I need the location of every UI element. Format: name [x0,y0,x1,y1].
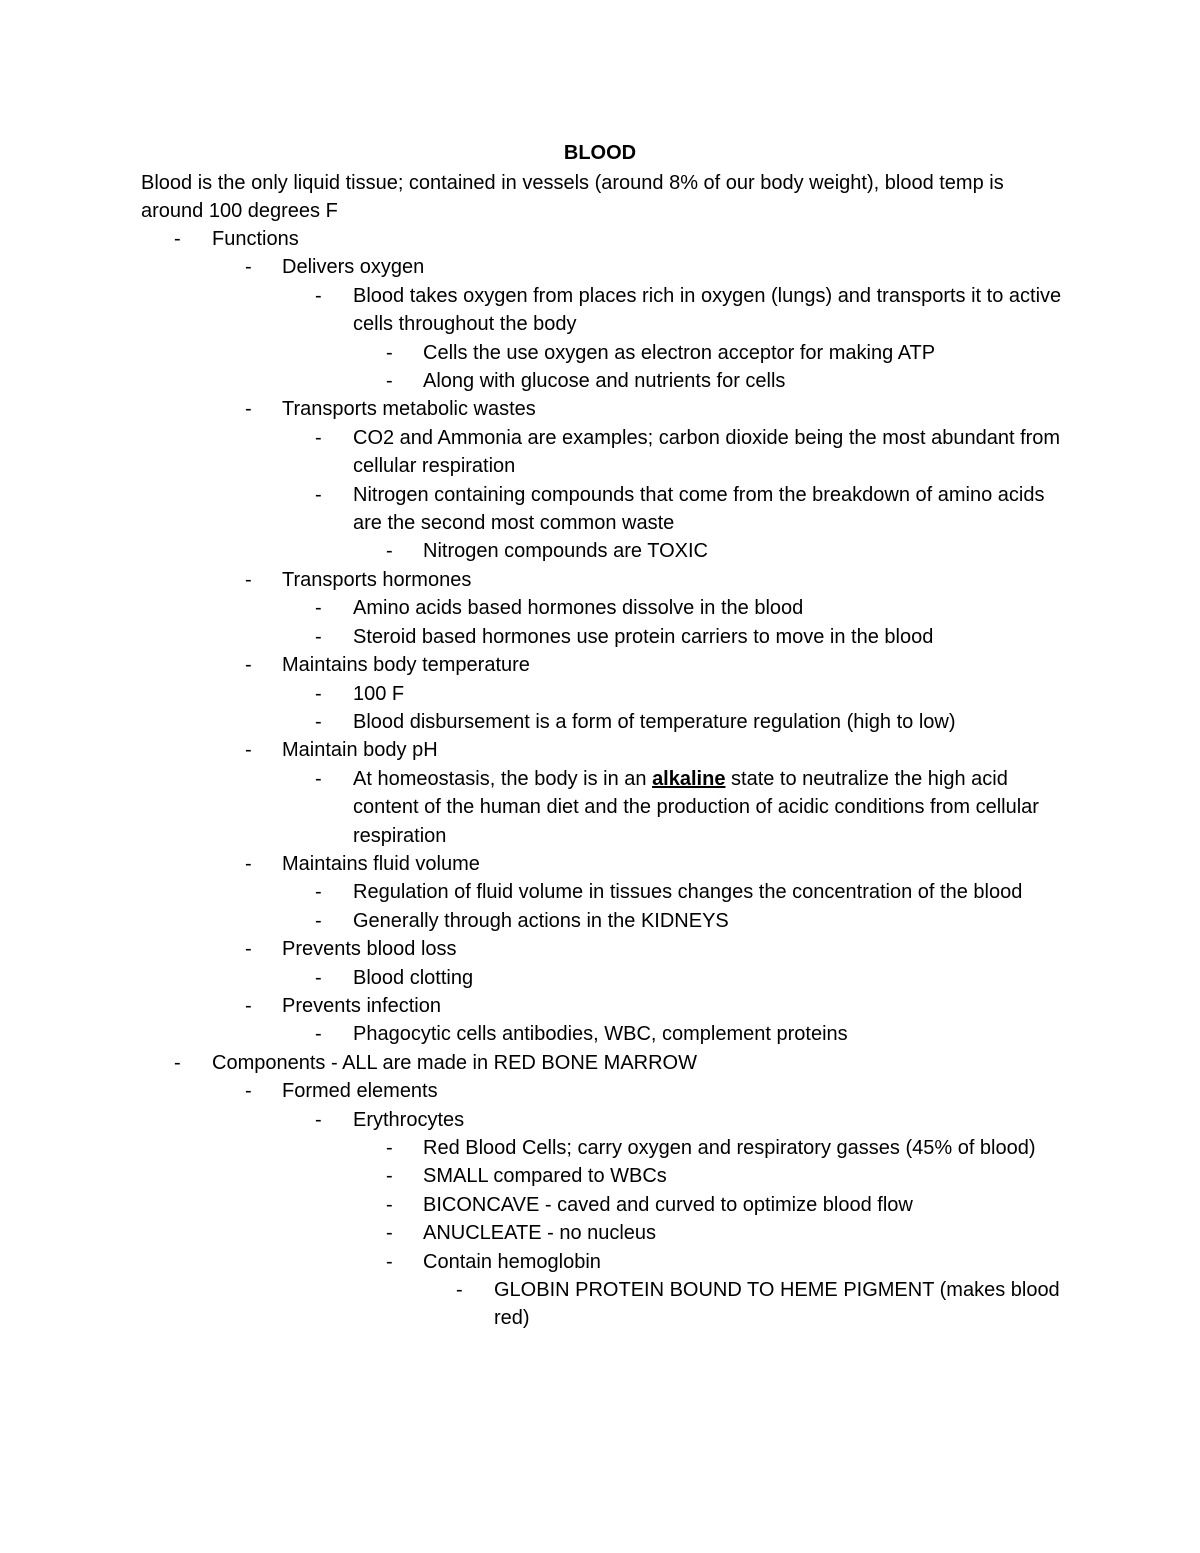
bullet-dash: - [245,938,252,961]
list-item [0,537,1200,565]
bullet-dash: - [386,370,393,393]
list-item-text-before: At homeostasis, the body is in an [353,767,653,790]
bullet-dash: - [245,994,252,1017]
list-item-text: Functions [212,228,299,250]
bullet-dash: - [245,852,252,875]
list-item [0,367,1200,395]
list-item-text: Prevents blood loss [282,938,457,961]
list-item [0,225,1200,253]
list-item-text: Maintains fluid volume [282,852,480,875]
bullet-dash: - [174,228,181,250]
list-item-text: Red Blood Cells; carry oxygen and respiratory gasses (45% of blood) [423,1137,1036,1159]
list-item-text: Blood takes oxygen from places rich in oxygen (lungs) and transports it to active cells throughout the body [353,284,1062,336]
list-item [0,992,1200,1020]
emphasized-word: alkaline [652,767,726,790]
list-item [0,481,1200,538]
list-item-text: Amino acids based hormones dissolve in the blood [353,597,804,620]
bullet-dash: - [386,1193,393,1216]
list-item-text: Along with glucose and nutrients for cells [423,370,786,393]
bullet-dash: - [315,597,322,620]
bullet-dash: - [315,909,322,932]
list-item-text: Contain hemoglobin [423,1250,601,1273]
list-item-text: Erythrocytes [353,1108,465,1131]
list-item-text: SMALL compared to WBCs [423,1165,667,1188]
list-item [0,282,1200,339]
list-item-text: Cells the use oxygen as electron acceptor for making ATP [423,341,936,364]
bullet-dash: - [245,1080,252,1103]
list-item [0,253,1200,281]
list-item [0,623,1200,651]
list-item [0,1077,1200,1105]
bullet-dash: - [245,568,252,591]
bullet-dash: - [315,1023,322,1046]
bullet-dash: - [315,881,322,904]
list-item-text: Nitrogen containing compounds that come from the breakdown of amino acids are the second most common waste [353,483,1045,535]
bullet-dash: - [315,625,322,648]
list-item-text: Maintains body temperature [282,654,530,677]
list-item-text: Delivers oxygen [282,256,425,279]
page-title: BLOOD [563,142,637,164]
bullet-dash: - [315,284,322,307]
list-item-text: Phagocytic cells antibodies, WBC, complement proteins [353,1023,848,1046]
list-item-text: GLOBIN PROTEIN BOUND TO HEME PIGMENT (makes blood red) [494,1279,1060,1330]
bullet-dash: - [245,256,252,279]
bullet-dash: - [315,767,322,790]
bullet-dash: - [174,1051,181,1074]
bullet-dash: - [386,540,393,563]
list-item-text: Maintain body pH [282,739,438,762]
list-item-text: Formed elements [282,1080,438,1103]
list-item [0,1134,1200,1162]
bullet-dash: - [245,398,252,421]
bullet-outline [0,225,1200,1333]
list-item-text: Prevents infection [282,994,441,1017]
bullet-dash: - [386,1165,393,1188]
bullet-dash: - [386,1137,393,1159]
list-item [0,566,1200,594]
intro-paragraph: Blood is the only liquid tissue; contained in vessels (around 8% of our body weight), blood temp is around 100 degrees F [141,172,1004,223]
list-item-text: 100 F [353,682,405,705]
bullet-dash: - [315,966,322,989]
bullet-dash: - [386,341,393,364]
list-item-text: Blood clotting [353,966,474,989]
list-item-text: Generally through actions in the KIDNEYS [353,909,729,932]
list-item [0,339,1200,367]
list-item [0,964,1200,992]
list-item-text: Nitrogen compounds are TOXIC [423,540,708,563]
bullet-dash: - [315,1108,322,1131]
list-item [0,708,1200,736]
bullet-dash: - [315,682,322,705]
list-item [0,736,1200,764]
list-item [0,850,1200,878]
list-item [0,907,1200,935]
list-item [0,1276,1200,1333]
list-item [0,1049,1200,1077]
bullet-dash: - [386,1222,393,1245]
list-item-text: BICONCAVE - caved and curved to optimize blood flow [423,1193,913,1216]
list-item [0,651,1200,679]
list-item [0,878,1200,906]
bullet-dash: - [315,710,322,733]
bullet-dash: - [315,426,322,449]
list-item [0,395,1200,423]
list-item-text: Transports metabolic wastes [282,398,536,421]
list-item-text: Transports hormones [282,568,472,591]
list-item [0,680,1200,708]
list-item-text: CO2 and Ammonia are examples; carbon dioxide being the most abundant from cellular respiration [353,426,1061,478]
list-item [0,1248,1200,1276]
bullet-dash: - [245,739,252,762]
list-item [0,935,1200,963]
list-item [0,594,1200,622]
list-item-text: Regulation of fluid volume in tissues changes the concentration of the blood [353,881,1023,904]
bullet-dash: - [386,1250,393,1273]
bullet-dash: - [456,1279,463,1302]
list-item-text: ANUCLEATE - no nucleus [423,1222,657,1245]
bullet-dash: - [245,654,252,677]
list-item [0,1162,1200,1190]
list-item-text: Steroid based hormones use protein carriers to move in the blood [353,625,934,648]
list-item-text: Components - ALL are made in RED BONE MARROW [212,1051,697,1074]
list-item [0,1191,1200,1219]
list-item [0,424,1200,481]
list-item-text-after: state to neutralize the high acid content of the human diet and the production of acidic conditions from cellular respiration [353,767,1039,847]
list-item [0,1106,1200,1134]
list-item-text [353,765,1065,850]
list-item [0,765,1200,850]
list-item [0,1020,1200,1048]
list-item [0,1219,1200,1247]
list-item-text: Blood disbursement is a form of temperature regulation (high to low) [353,710,956,733]
bullet-dash: - [315,483,322,506]
